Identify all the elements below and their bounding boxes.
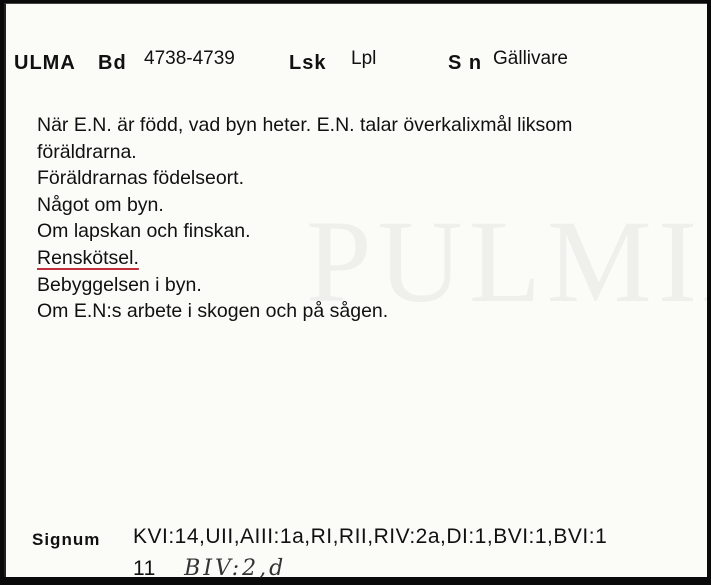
content-lines (37, 112, 572, 325)
signum-line-1: KVI:14,UII,AIII:1a,RI,RII,RIV:2a,DI:1,BVI:1,BVI:1 (133, 525, 608, 548)
content-line: Något om byn. (37, 193, 164, 216)
content-line: Föräldrarnas födelseort. (37, 167, 245, 190)
archive-card (4, 3, 707, 581)
archive-label: ULMA (14, 52, 76, 74)
content-line-underlined: Renskötsel. (37, 246, 139, 269)
handwritten-note: BIV:2,d (184, 556, 287, 581)
sn-value: Gällivare (493, 48, 568, 69)
bd-value: 4738-4739 (144, 48, 235, 69)
content-line: Bebyggelsen i byn. (37, 273, 202, 296)
content-line: Om E.N:s arbete i skogen och på sågen. (37, 300, 389, 323)
bd-label: Bd (98, 52, 127, 74)
content-line: Om lapskan och finskan. (37, 220, 251, 243)
signum-label: Signum (32, 530, 101, 549)
signum-line-2: 11 (133, 557, 156, 580)
sn-label: S n (448, 52, 483, 74)
signum-value (133, 521, 703, 585)
content-line: När E.N. är född, vad byn heter. E.N. talar överkalixmål liksom (37, 114, 573, 136)
lsk-value: Lpl (351, 48, 377, 69)
card-header (6, 46, 707, 86)
lsk-label: Lsk (289, 52, 327, 74)
content-line: föräldrarna. (37, 140, 137, 163)
